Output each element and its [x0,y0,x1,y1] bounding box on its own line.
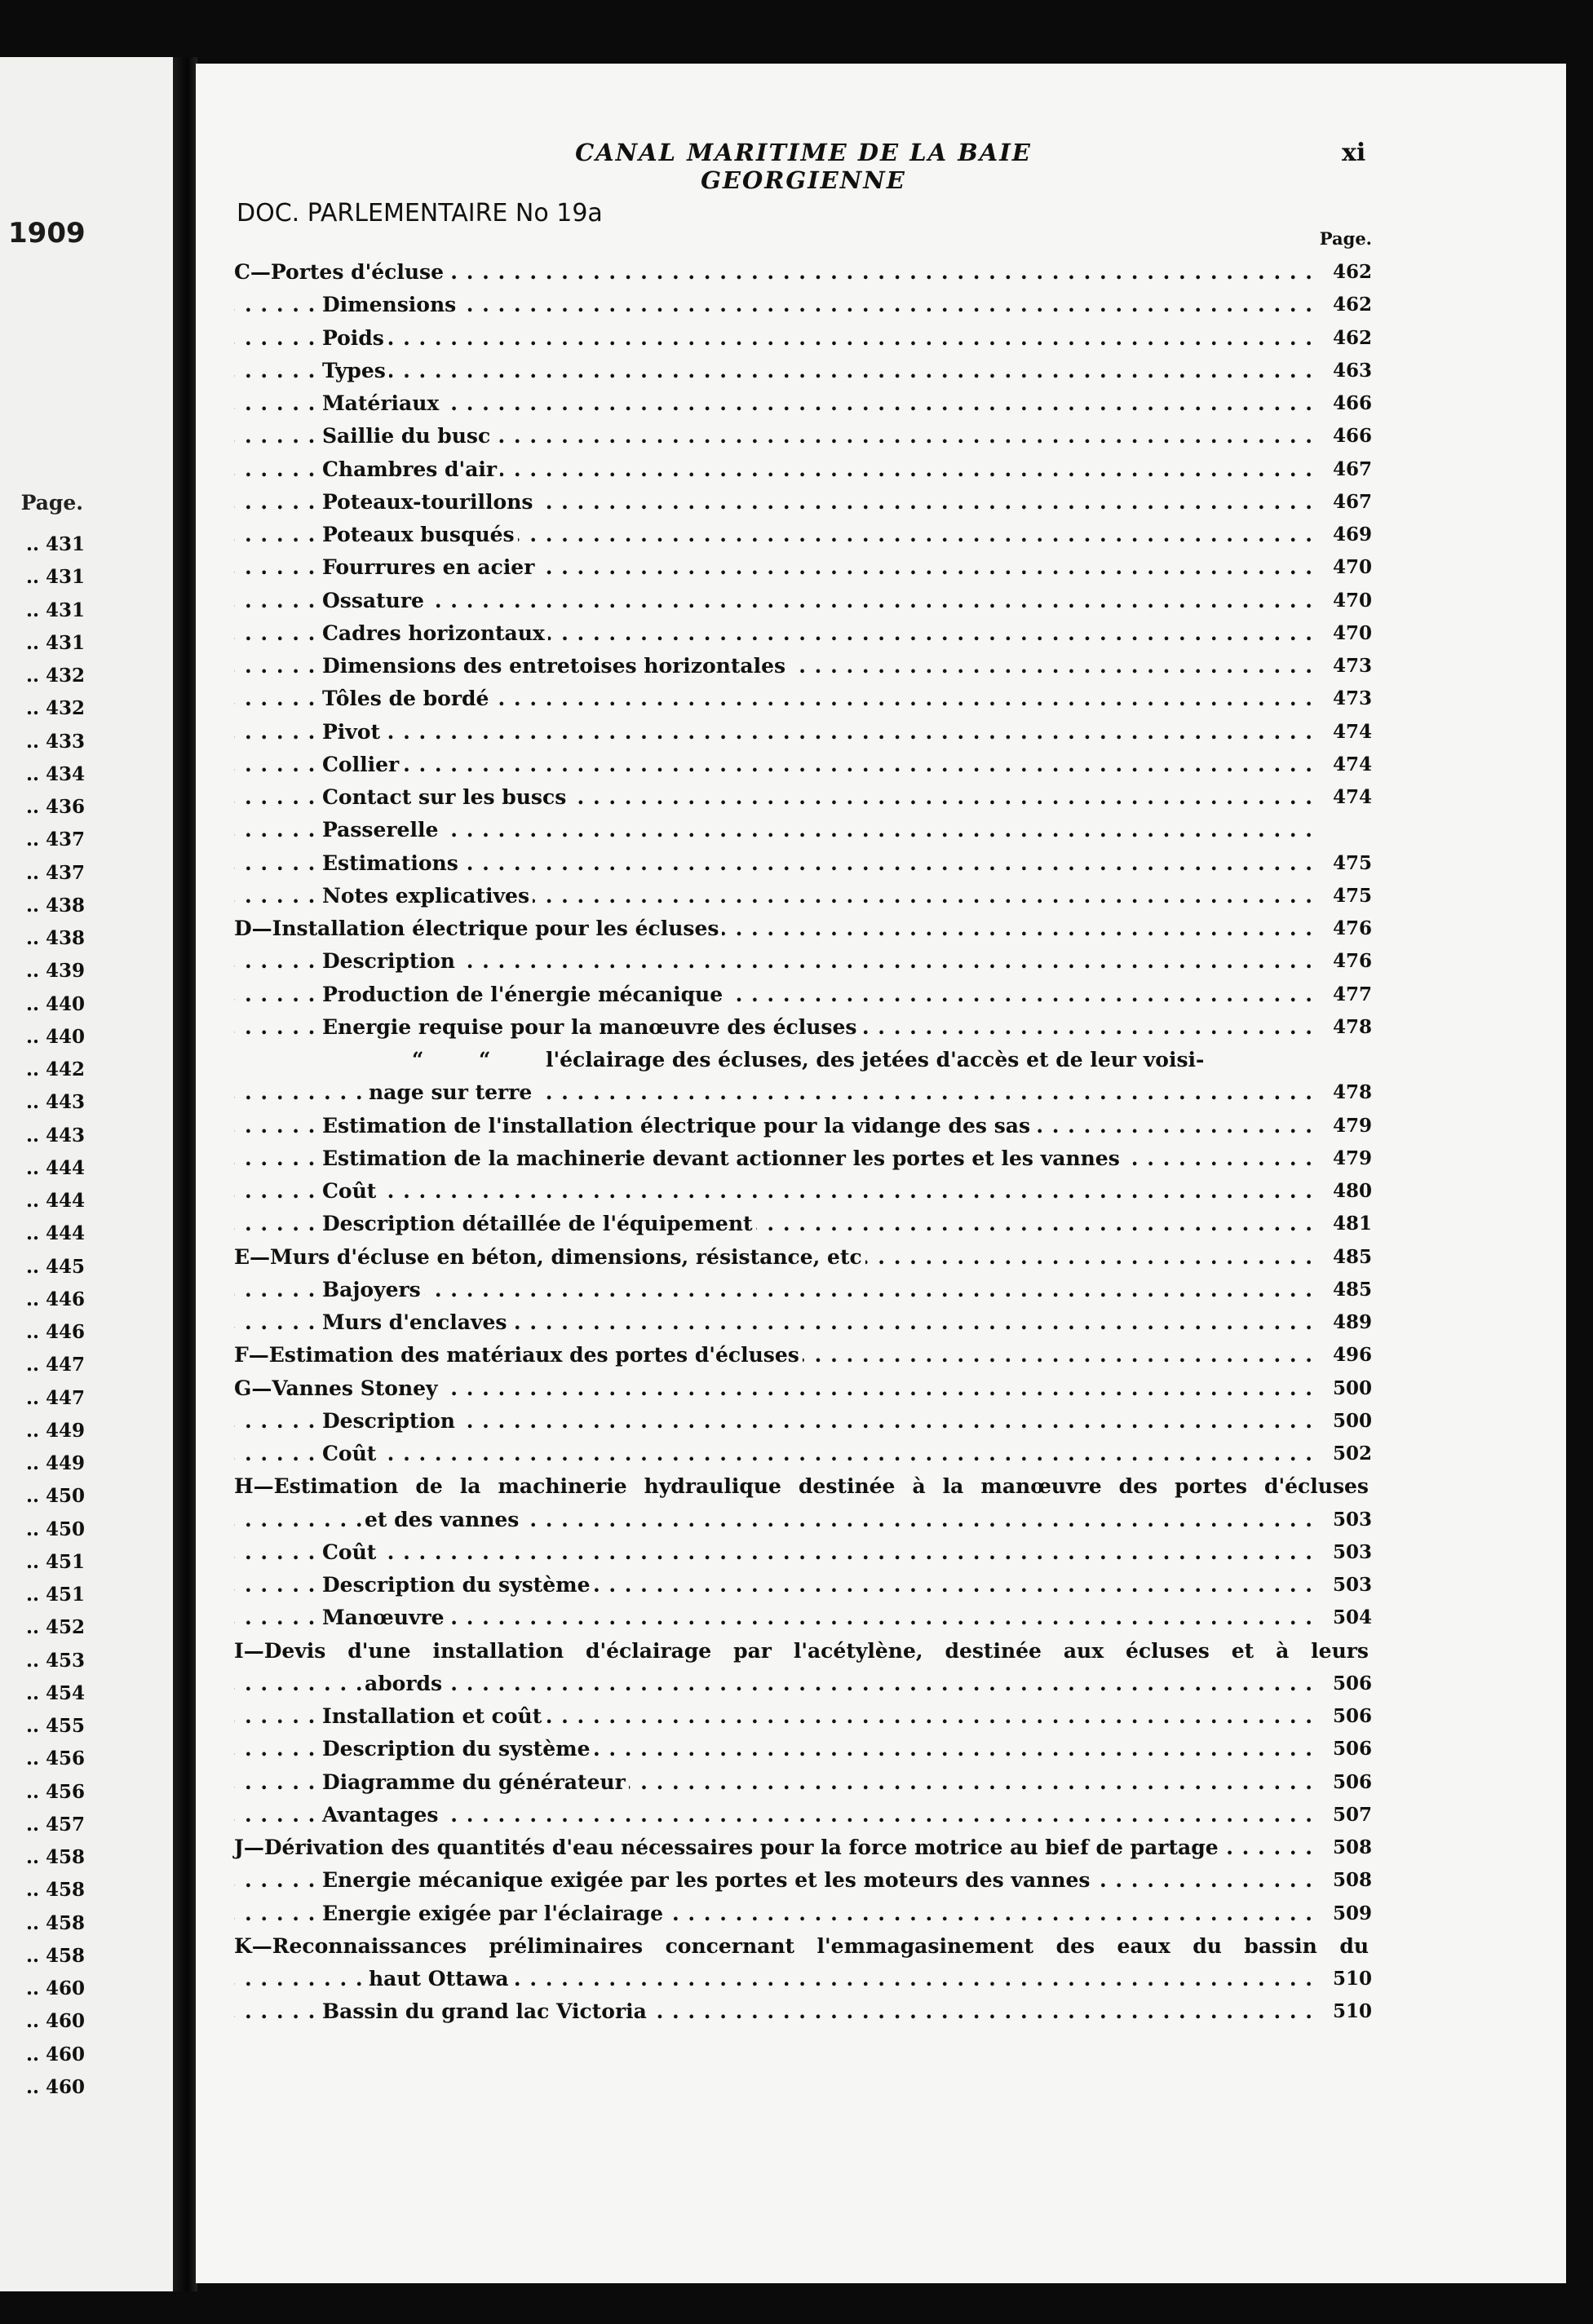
document-title: DOC. PARLEMENTAIRE No 19a [237,199,603,228]
left-page-number: .. 447 [25,1386,85,1409]
toc-entry-label: Description [322,1409,458,1433]
toc-entry-page: 473 [1320,650,1372,683]
toc-entry-label: Contact sur les buscs [322,785,569,809]
toc-entry [234,1864,1372,1897]
toc-entry-page: 507 [1320,1799,1372,1831]
left-page-number: .. 446 [25,1321,85,1343]
left-page-number: .. 446 [25,1288,85,1310]
running-head: CANAL MARITIME DE LA BAIE GEORGIENNE [575,139,1032,194]
dot-leader [234,322,1313,355]
left-page-number: .. 432 [25,697,85,720]
toc-entry-page: 500 [1320,1405,1372,1438]
left-page-number: .. 454 [25,1681,85,1704]
toc-entry-page: 506 [1320,1733,1372,1765]
toc-entry-page: 500 [1320,1372,1372,1405]
toc-entry-label: et des vannes [365,1508,522,1531]
toc-entry-page: 479 [1320,1110,1372,1142]
toc-entry [234,420,1372,453]
toc-entry-page: 476 [1320,945,1372,978]
toc-entry-label: Description du système [322,1737,593,1761]
toc-entry [234,1766,1372,1799]
toc-entry [234,1668,1372,1700]
left-page-number: .. 456 [25,1747,85,1770]
toc-entry-label: Coût [322,1540,379,1564]
left-page-number: .. 444 [25,1222,85,1245]
toc-entry-label: Production de l'énergie mécanique [322,983,726,1006]
toc-entry-label: Energie requise pour la manœuvre des écluses [322,1015,860,1039]
toc-entry-page: 508 [1320,1831,1372,1864]
toc-entry [234,1569,1372,1602]
toc-entry-label: Notes explicatives [322,884,533,908]
toc-entry-text: l'éclairage des écluses, des jetées d'accès et de leur voisi- [546,1048,1205,1071]
toc-entry-label: Pivot [322,720,383,744]
toc-entry [234,486,1372,519]
toc-entry [234,1274,1372,1306]
left-page-number: .. 434 [25,762,85,785]
toc-entry-page: 474 [1320,749,1372,781]
toc-entry-page: 503 [1320,1536,1372,1569]
left-page-number: .. 460 [25,2010,85,2033]
toc-entry-label: H—Estimation de la machinerie hydraulique destinée à la manœuvre des portes d'écluses [234,1474,1369,1499]
left-page-number: .. 450 [25,1518,85,1540]
left-page-number: .. 438 [25,894,85,917]
toc-entry [234,519,1372,551]
toc-entry [234,945,1372,978]
toc-entry [234,1536,1372,1569]
toc-entry-page: 470 [1320,551,1372,584]
toc-entry [234,1175,1372,1208]
toc-entry [234,1602,1372,1634]
toc-entry [234,1898,1372,1930]
toc-entry-label: Dimensions des entretoises horizontales [322,654,789,678]
left-page-year: 1909 [8,217,86,250]
left-page-number: .. 432 [25,665,85,687]
toc-entry-label: E—Murs d'écluse en béton, dimensions, résistance, etc [234,1245,865,1269]
toc-entry-page: 469 [1320,519,1372,551]
toc-entry-page: 503 [1320,1569,1372,1602]
toc-entry-label: Energie mécanique exigée par les portes et les moteurs des vannes [322,1868,1093,1892]
left-page-number-list [0,528,85,2104]
toc-entry [234,1470,1372,1503]
toc-entry [234,716,1372,749]
toc-entry-page: 506 [1320,1700,1372,1733]
toc-entry-label: Dimensions [322,293,459,316]
left-page-number: .. 445 [25,1255,85,1278]
toc-entry-page: 473 [1320,683,1372,715]
toc-entry [234,1930,1372,1963]
toc-entry-page: 510 [1320,1995,1372,2028]
toc-entry-label: Fourrures en acier [322,555,538,579]
toc-entry-label: Poteaux busqués [322,523,518,546]
toc-entry [234,1306,1372,1339]
toc-entry [234,749,1372,781]
left-page-number: .. 431 [25,599,85,621]
toc-entry-label: Energie exigée par l'éclairage [322,1902,666,1925]
toc-entry [234,1799,1372,1831]
toc-entry-page: 506 [1320,1766,1372,1799]
left-page-number: .. 431 [25,631,85,654]
left-page-number: .. 456 [25,1780,85,1803]
left-page-number: .. 458 [25,1879,85,1902]
toc-entry-page: 510 [1320,1963,1372,1995]
toc-entry-page: 479 [1320,1142,1372,1175]
toc-entry-page: 502 [1320,1438,1372,1470]
toc-entry-label: Bassin du grand lac Victoria [322,1999,650,2023]
toc-entry-label: Chambres d'air [322,457,500,481]
left-page-number: .. 455 [25,1715,85,1737]
toc-entry-label: K—Reconnaissances préliminaires concernant l'emmagasinement des eaux du bassin du [234,1933,1369,1958]
toc-entry [234,617,1372,650]
toc-entry-label: Description du système [322,1573,593,1597]
document-page [196,64,1566,2283]
toc-entry-page: 478 [1320,1076,1372,1109]
toc-entry-label: Description [322,949,458,973]
toc-entry-page: 485 [1320,1274,1372,1306]
left-page-number: .. 444 [25,1190,85,1212]
toc-entry-label: Matériaux [322,391,442,415]
toc-entry-label: Types [322,359,389,382]
left-page-column-label: Page. [20,491,83,515]
left-page-number: .. 449 [25,1419,85,1442]
left-page-number: .. 438 [25,927,85,949]
left-page-number: .. 443 [25,1124,85,1147]
toc-entry [234,1831,1372,1864]
left-page-number: .. 431 [25,566,85,589]
left-page-number: .. 444 [25,1156,85,1179]
toc-entry [234,1011,1372,1044]
toc-entry-page: 503 [1320,1504,1372,1536]
toc-entry [234,1372,1372,1405]
toc-entry-label: Avantages [322,1803,442,1827]
toc-entry [234,387,1372,420]
toc-entry-label: F—Estimation des matériaux des portes d'écluses [234,1343,803,1367]
toc-entry [234,1963,1372,1995]
toc-entry-page: 485 [1320,1241,1372,1274]
toc-entry-page: 504 [1320,1602,1372,1634]
left-page-number: .. 440 [25,1025,85,1048]
toc-entry-page: 467 [1320,486,1372,519]
left-page-number: .. 453 [25,1649,85,1672]
toc-entry-label: I—Devis d'une installation d'éclairage par l'acétylène, destinée aux écluses et à leurs [234,1638,1369,1663]
left-page-number: .. 433 [25,730,85,753]
toc-entry [234,1142,1372,1175]
toc-entry-label: Passerelle [322,818,441,842]
toc-entry [234,814,1372,846]
ditto-mark: “ [479,1048,491,1071]
left-page-number: .. 460 [25,2043,85,2066]
dot-leader [234,1438,1313,1470]
toc-entry-label: Coût [322,1179,379,1203]
page-column-label: Page. [1319,228,1372,249]
toc-entry [234,1044,1372,1076]
toc-entry-label: abords [365,1672,445,1695]
toc-entry-page: 466 [1320,387,1372,420]
toc-entry [234,650,1372,683]
toc-entry-label: Estimation de la machinerie devant actionner les portes et les vannes [322,1147,1123,1170]
toc-entry-page: 476 [1320,912,1372,945]
toc-entry-page: 462 [1320,322,1372,355]
toc-entry [234,1995,1372,2028]
left-page-number: .. 457 [25,1813,85,1836]
toc-entry [234,880,1372,912]
toc-entry [234,453,1372,486]
dot-leader [234,1175,1313,1208]
toc-entry-label: Murs d'enclaves [322,1310,510,1334]
dot-leader [234,355,1313,387]
toc-entry-page: 481 [1320,1208,1372,1240]
toc-entry-page: 496 [1320,1339,1372,1372]
toc-entry-label: nage sur terre [369,1080,535,1104]
toc-entry-label: Description détaillée de l'équipement [322,1212,756,1235]
left-page-number: .. 451 [25,1584,85,1606]
toc-entry [234,1076,1372,1109]
left-page-number: .. 442 [25,1058,85,1080]
toc-entry [234,1208,1372,1240]
toc-entry-label: Collier [322,753,402,776]
toc-entry-page: 475 [1320,847,1372,880]
toc-entry [234,979,1372,1011]
left-page-number: .. 447 [25,1354,85,1376]
toc-entry [234,289,1372,321]
toc-entry-label: Ossature [322,589,427,612]
toc-entry-page: 475 [1320,880,1372,912]
left-page-number: .. 440 [25,992,85,1015]
left-page-number: .. 437 [25,828,85,851]
toc-entry-label: J—Dérivation des quantités d'eau nécessaires pour la force motrice au bief de partage [234,1836,1222,1859]
toc-entry-label: Coût [322,1442,379,1465]
left-page-number: .. 449 [25,1452,85,1474]
toc-entry-page: 470 [1320,617,1372,650]
ditto-mark: “ [412,1048,424,1071]
toc-entry [234,1110,1372,1142]
left-page-number: .. 458 [25,1846,85,1868]
toc-entry-label: G—Vannes Stoney [234,1376,441,1400]
toc-entry-page: 509 [1320,1898,1372,1930]
toc-entry-label: Saillie du busc [322,424,493,448]
toc-entry [234,781,1372,814]
toc-entry-page: 480 [1320,1175,1372,1208]
toc-entry [234,847,1372,880]
toc-entry [234,1241,1372,1274]
toc-entry-page: 506 [1320,1668,1372,1700]
toc-entry [234,585,1372,617]
toc-entry-page: 474 [1320,716,1372,749]
toc-entry [234,1504,1372,1536]
left-page-number: .. 450 [25,1485,85,1508]
left-page-number: .. 451 [25,1550,85,1573]
toc-entry-page: 489 [1320,1306,1372,1339]
table-of-contents [234,256,1372,2029]
left-page-number: .. 460 [25,2075,85,2098]
toc-entry-label: Bajoyers [322,1278,424,1301]
toc-entry-page: 477 [1320,979,1372,1011]
left-page-number: .. 439 [25,960,85,983]
toc-entry [234,551,1372,584]
toc-entry [234,355,1372,387]
toc-entry-label: Installation et coût [322,1704,545,1728]
toc-entry-label [322,1048,1207,1071]
toc-entry-page: 478 [1320,1011,1372,1044]
toc-entry [234,1733,1372,1765]
left-page-number: .. 436 [25,796,85,818]
toc-entry-page: 466 [1320,420,1372,453]
toc-entry-page: 462 [1320,289,1372,321]
toc-entry [234,1339,1372,1372]
toc-entry-label: Estimation de l'installation électrique pour la vidange des sas [322,1114,1033,1138]
toc-entry-page: 470 [1320,585,1372,617]
toc-entry [234,1635,1372,1668]
toc-entry [234,322,1372,355]
toc-entry [234,1405,1372,1438]
left-page-number: .. 452 [25,1616,85,1639]
toc-entry-page: 474 [1320,781,1372,814]
left-page-number: .. 458 [25,1944,85,1967]
toc-entry-page: 467 [1320,453,1372,486]
toc-entry-label: Poids [322,326,387,350]
toc-entry-label: haut Ottawa [369,1967,512,1990]
toc-entry-label: D—Installation électrique pour les écluses [234,917,722,940]
toc-entry-label: Diagramme du générateur [322,1770,629,1794]
toc-entry-label: Estimations [322,851,462,875]
toc-entry [234,256,1372,289]
toc-entry-label: Cadres horizontaux [322,621,548,645]
page-number: xi [1342,139,1366,167]
toc-entry [234,683,1372,715]
toc-entry [234,1438,1372,1470]
toc-entry-page: 462 [1320,256,1372,289]
left-page-number: .. 458 [25,1911,85,1934]
toc-entry-label: Poteaux-tourillons [322,490,536,514]
dot-leader [234,716,1313,749]
book-gutter [173,57,197,2291]
left-page-number: .. 437 [25,861,85,884]
toc-entry [234,912,1372,945]
toc-entry-label: Manœuvre [322,1606,448,1629]
toc-entry-label: C—Portes d'écluse [234,260,447,284]
dot-leader [234,1536,1313,1569]
left-page-number: .. 460 [25,1977,85,1999]
left-page-number: .. 431 [25,533,85,555]
left-page-number: .. 443 [25,1091,85,1114]
toc-entry-page: 463 [1320,355,1372,387]
toc-entry-page: 508 [1320,1864,1372,1897]
facing-page [0,57,173,2291]
toc-entry-label: Tôles de bordé [322,687,492,710]
toc-entry [234,1700,1372,1733]
